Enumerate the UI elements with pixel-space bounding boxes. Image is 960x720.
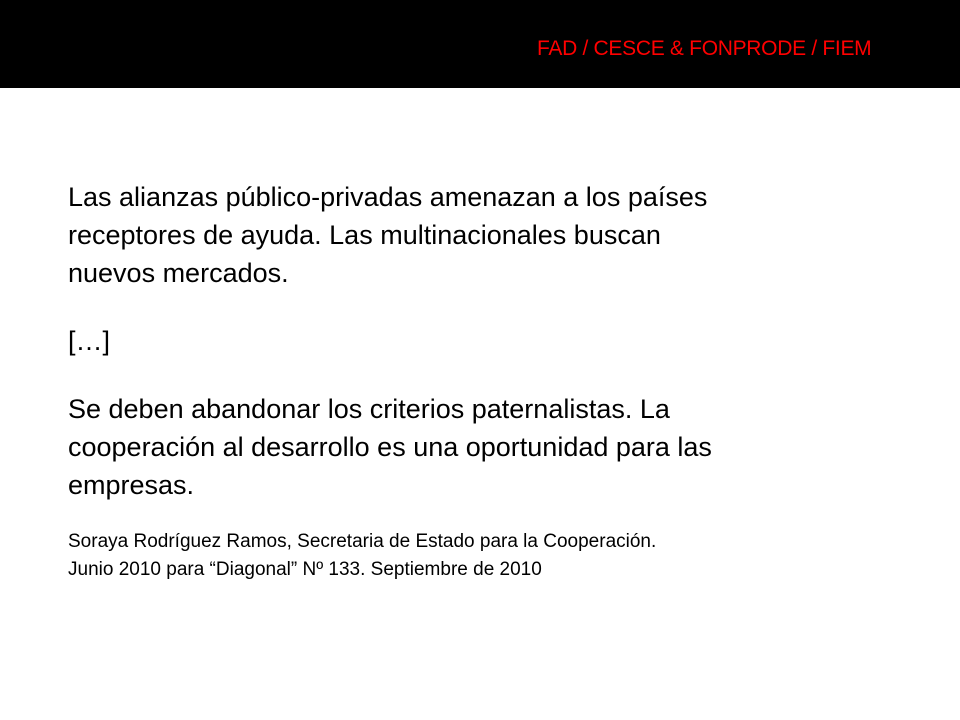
quote-line: receptores de ayuda. Las multinacionales buscan bbox=[68, 220, 661, 250]
spacer bbox=[68, 292, 848, 322]
quote-line: Se deben abandonar los criterios paternalistas. La bbox=[68, 394, 670, 424]
slide-content bbox=[68, 178, 848, 584]
attribution bbox=[68, 528, 848, 584]
spacer bbox=[68, 504, 848, 528]
spacer bbox=[68, 360, 848, 390]
quote-paragraph-1 bbox=[68, 178, 848, 292]
quote-paragraph-2 bbox=[68, 390, 848, 504]
quote-line: empresas. bbox=[68, 470, 195, 500]
quote-ellipsis: […] bbox=[68, 326, 111, 356]
header-title: FAD / CESCE & FONPRODE / FIEM bbox=[537, 37, 872, 60]
quote-line: Las alianzas público-privadas amenazan a los países bbox=[68, 182, 708, 212]
quote-line: cooperación al desarrollo es una oportunidad para las bbox=[68, 432, 712, 462]
attribution-line: Junio 2010 para “Diagonal” Nº 133. Septiembre de 2010 bbox=[68, 559, 542, 580]
quote-line: nuevos mercados. bbox=[68, 258, 289, 288]
header-bar bbox=[0, 0, 960, 88]
attribution-line: Soraya Rodríguez Ramos, Secretaria de Estado para la Cooperación. bbox=[68, 531, 657, 552]
